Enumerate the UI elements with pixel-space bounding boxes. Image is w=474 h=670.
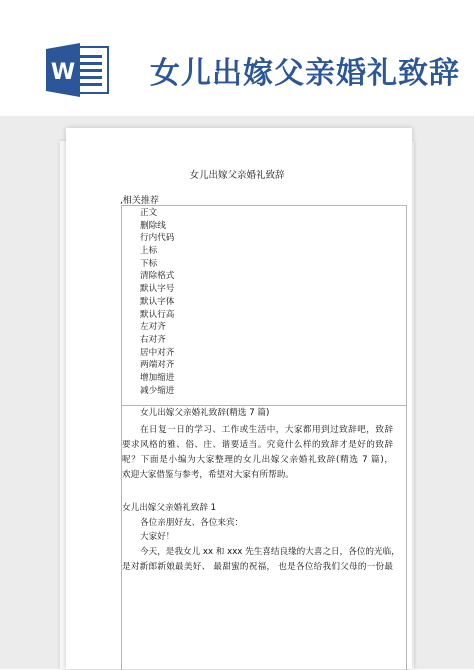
intro-line-3: 呢？下面是小编为大家整理的女儿出嫁父亲婚礼致辞(精选 7 篇)， [122,455,393,465]
menu-item-align-center[interactable]: 居中对齐 [140,347,175,358]
header-banner [0,0,474,116]
menu-item-body-text[interactable]: 正文 [140,208,158,218]
menu-item-default-line-height[interactable]: 默认行高 [140,309,175,320]
menu-item-align-left[interactable]: 左对齐 [140,322,166,333]
body-line-2: 是对新郎新娘最美好、 最甜蜜的祝福， 也是各位给我们父母的一份最 [122,562,393,572]
menu-item-default-font[interactable]: 默认字体 [140,296,175,307]
section-heading: 女儿出嫁父亲婚礼致辞 1 [122,503,217,513]
intro-line-2: 要求风格的雅、俗、庄、谐要适当。究竟什么样的致辞才是好的致辞 [122,440,393,450]
greeting-line: 各位亲朋好友、各位来宾： [140,518,244,528]
menu-item-justify[interactable]: 两端对齐 [140,360,175,371]
menu-item-increase-indent[interactable]: 增加缩进 [140,372,175,383]
word-document-icon [46,43,110,97]
intro-line-4: 欢迎大家借鉴与参考，希望对大家有所帮助。 [122,470,294,480]
hello-line: 大家好！ [140,532,175,542]
header-title: 女儿出嫁父亲婚礼致辞 [150,56,460,91]
menu-item-subscript[interactable]: 下标 [140,258,158,269]
body-line-1: 今天，是我女儿 xx 和 xxx 先生喜结良缘的大喜之日，各位的光临， [140,547,400,557]
format-menu-list [140,207,174,397]
bullet-dot: , [120,196,123,206]
word-logo-letter: W [50,60,76,85]
article-subtitle: 女儿出嫁父亲婚礼致辞(精选 7 篇) [140,408,270,418]
menu-item-strikethrough[interactable]: 删除线 [140,220,166,231]
intro-line-1: 在日复一日的学习、工作或生活中，大家都用到过致辞吧，致辞 [140,425,393,435]
menu-item-superscript[interactable]: 上标 [140,246,158,257]
menu-item-inline-code[interactable]: 行内代码 [140,233,175,244]
menu-item-default-font-size[interactable]: 默认字号 [140,284,175,295]
document-title: 女儿出嫁父亲婚礼致辞 [189,170,285,181]
related-recommend-label: ,相关推荐 [120,196,159,206]
menu-item-clear-format[interactable]: 清除格式 [140,271,175,282]
menu-item-align-right[interactable]: 右对齐 [140,334,166,345]
menu-item-decrease-indent[interactable]: 减少缩进 [140,385,175,396]
